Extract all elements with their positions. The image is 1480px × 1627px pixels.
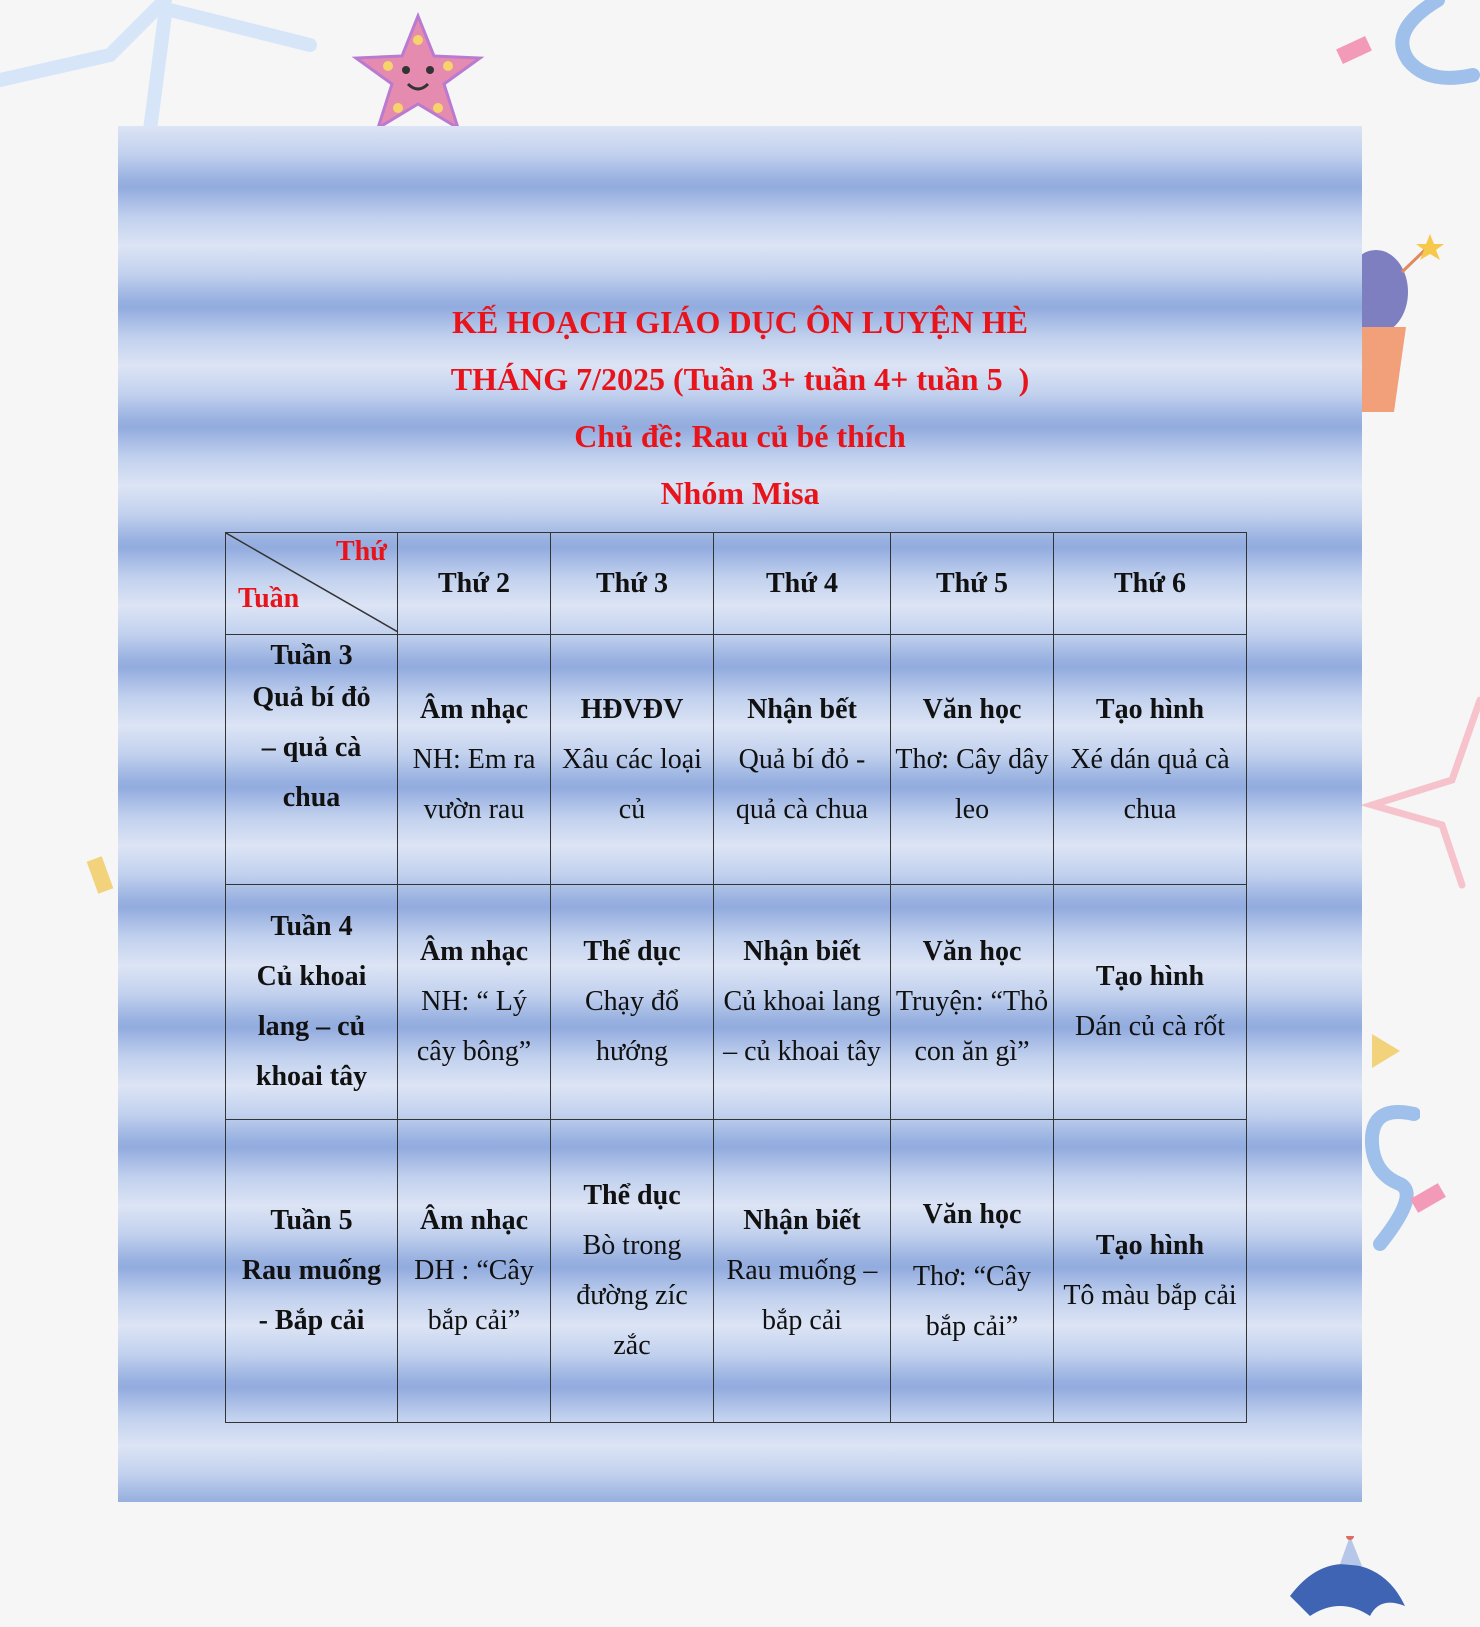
- swirl-icon: [1378, 0, 1480, 90]
- activity-title: Thể dục: [583, 936, 681, 967]
- table-header-row: [226, 533, 1247, 635]
- activity-title: Âm nhạc: [419, 1205, 529, 1236]
- activity-cell: [551, 885, 714, 1120]
- activity-cell: [714, 885, 891, 1120]
- week-line: – quả cà: [261, 732, 362, 763]
- activity-desc: Quả bí đỏ - quả cà chua: [735, 743, 869, 825]
- week-line: Tuần 5: [270, 1205, 353, 1236]
- activity-cell: [891, 635, 1054, 885]
- plan-sheet: [118, 126, 1362, 1502]
- week-cell: [226, 885, 398, 1120]
- activity-cell: [714, 1120, 891, 1423]
- activity-title: Thể dục: [583, 1180, 681, 1211]
- activity-cell: [891, 1120, 1054, 1423]
- column-header-day: Thứ 4: [714, 533, 891, 635]
- week-line: Rau muống: [241, 1255, 382, 1286]
- activity-cell: [398, 885, 551, 1120]
- activity-title: Nhận bết: [747, 693, 857, 725]
- column-header-day: Thứ 3: [551, 533, 714, 635]
- activity-desc: NH: “ Lý cây bông”: [416, 986, 532, 1067]
- week-line: - Bắp cải: [258, 1305, 365, 1336]
- week-cell: [226, 635, 398, 885]
- activity-cell: [1054, 635, 1247, 885]
- confetti-icon: [87, 856, 114, 893]
- week-line: Tuần 3: [270, 640, 353, 671]
- activity-title: Tạo hình: [1095, 961, 1205, 992]
- star-outline-icon: [1362, 690, 1480, 890]
- activity-title: Văn học: [922, 693, 1022, 725]
- activity-cell: [551, 635, 714, 885]
- activity-desc: Chạy đổ hướng: [584, 986, 680, 1067]
- activity-title: Tạo hình: [1095, 1230, 1205, 1261]
- activity-desc: Bò trong đường zíc zắc: [576, 1230, 688, 1361]
- corner-week-label: Tuần: [238, 583, 300, 614]
- activity-title: Văn học: [922, 936, 1022, 967]
- page-subtitle-topic: Chủ đề: Rau củ bé thích: [574, 418, 906, 454]
- week-line: chua: [282, 782, 341, 813]
- corner-day-label: Thứ: [335, 536, 387, 567]
- activity-title: Tạo hình: [1095, 693, 1205, 725]
- activity-cell: [1054, 885, 1247, 1120]
- activity-title: HĐVĐV: [580, 693, 684, 725]
- swirl-icon: [1360, 1104, 1420, 1254]
- column-header-day: Thứ 5: [891, 533, 1054, 635]
- page-subtitle-month: THÁNG 7/2025 (Tuần 3+ tuần 4+ tuần 5 ): [450, 361, 1030, 397]
- activity-desc: NH: Em ra vườn rau: [412, 743, 536, 825]
- activity-cell: [891, 885, 1054, 1120]
- activity-desc: Truyện: “Thỏ con ăn gì”: [895, 986, 1049, 1067]
- table-row: [226, 1120, 1247, 1423]
- activity-desc: DH : “Cây bắp cải”: [414, 1255, 534, 1336]
- activity-desc: Tô màu bắp cải: [1063, 1280, 1237, 1311]
- activity-title: Văn học: [922, 1199, 1022, 1230]
- cupcake-icon: [1356, 232, 1446, 422]
- corner-cell: [226, 533, 398, 635]
- table-row: [226, 635, 1247, 885]
- confetti-icon: [1336, 36, 1372, 64]
- activity-cell: [398, 635, 551, 885]
- activity-title: Âm nhạc: [419, 936, 529, 967]
- schedule-table: [225, 532, 1247, 1423]
- activity-cell: [398, 1120, 551, 1423]
- starfish-icon: [348, 12, 488, 130]
- title-block: [118, 294, 1362, 522]
- column-header-day: Thứ 6: [1054, 533, 1247, 635]
- page-title: KẾ HOẠCH GIÁO DỤC ÔN LUYỆN HÈ: [451, 304, 1029, 340]
- column-header-day: Thứ 2: [398, 533, 551, 635]
- dolphin-icon: [1280, 1536, 1410, 1627]
- triangle-icon: [1372, 1034, 1402, 1068]
- activity-desc: Xé dán quả cà chua: [1070, 743, 1230, 825]
- week-line: lang – củ: [257, 1011, 366, 1042]
- activity-cell: [1054, 1120, 1247, 1423]
- activity-title: Âm nhạc: [419, 693, 529, 725]
- activity-desc: Xâu các loại củ: [562, 743, 702, 825]
- week-line: Quả bí đỏ: [252, 682, 371, 713]
- activity-title: Nhận biết: [743, 1205, 861, 1236]
- week-line: Củ khoai: [256, 961, 367, 992]
- activity-desc: Rau muống – bắp cải: [726, 1255, 878, 1336]
- week-line: khoai tây: [255, 1061, 368, 1092]
- activity-title: Nhận biết: [743, 936, 861, 967]
- page-subtitle-group: Nhóm Misa: [660, 475, 820, 511]
- week-line: Tuần 4: [270, 911, 353, 942]
- activity-cell: [714, 635, 891, 885]
- activity-desc: Thơ: Cây dây leo: [895, 743, 1049, 825]
- activity-desc: Thơ: “Cây bắp cải”: [912, 1261, 1032, 1342]
- star-outline-icon: [0, 0, 320, 130]
- week-cell: [226, 1120, 398, 1423]
- table-row: [226, 885, 1247, 1120]
- activity-cell: [551, 1120, 714, 1423]
- activity-desc: Dán củ cà rốt: [1074, 1011, 1226, 1042]
- activity-desc: Củ khoai lang – củ khoai tây: [723, 986, 881, 1067]
